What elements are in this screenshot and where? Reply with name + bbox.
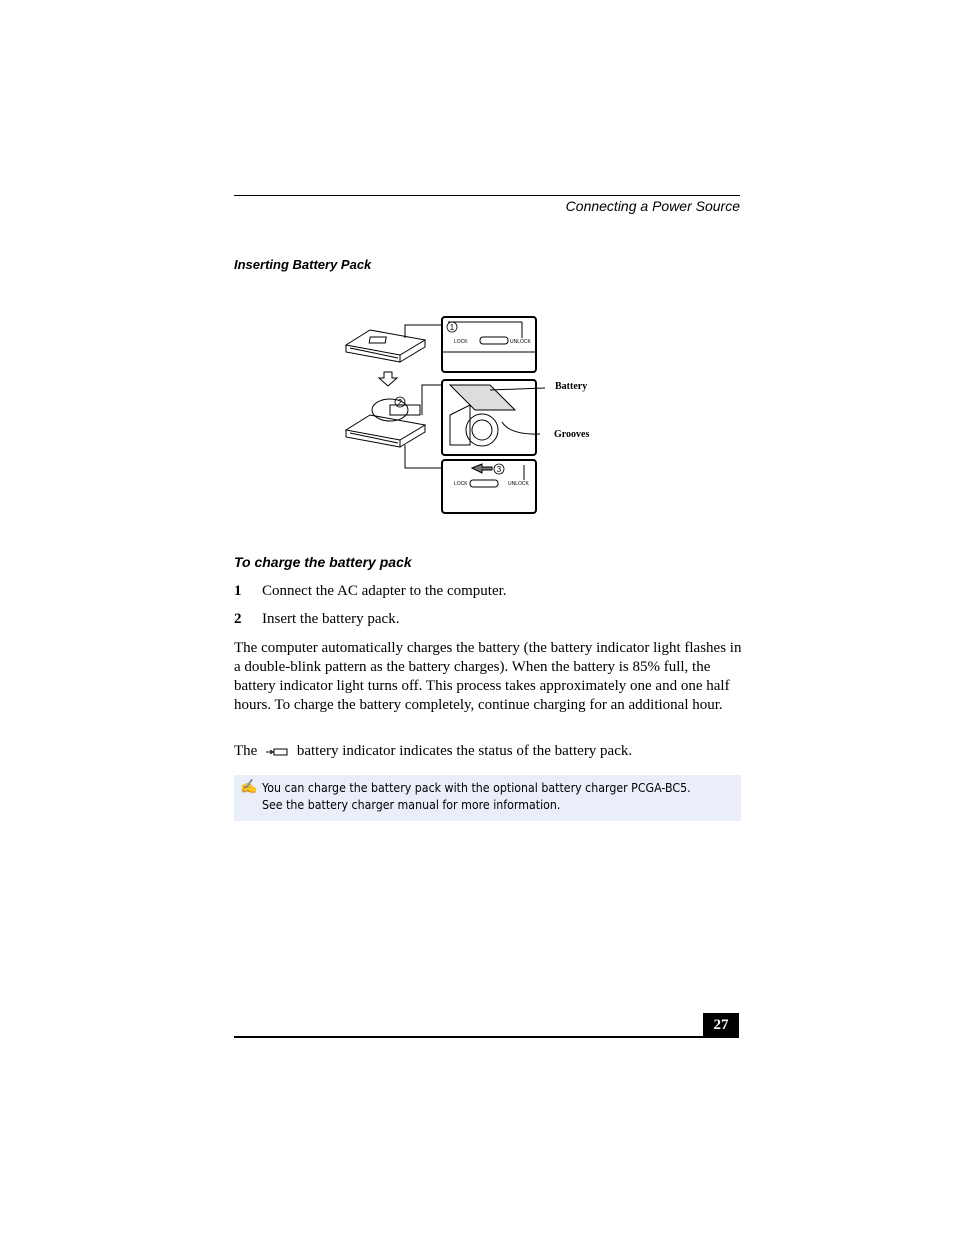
battery-diagram: [330, 310, 620, 520]
step-marker-1: 1: [449, 323, 455, 332]
procedure-title: To charge the battery pack: [234, 554, 412, 570]
unlock-label-3: UNLOCK: [508, 481, 529, 487]
step-text: Connect the AC adapter to the computer.: [262, 583, 507, 599]
pencil-note-icon: ✍: [240, 780, 258, 795]
step-marker-2: 2: [397, 398, 403, 407]
lock-label-3: LOCK: [454, 481, 468, 487]
header-rule: [234, 195, 740, 196]
step-number: 1: [234, 583, 242, 599]
paragraph-rest: battery indicator indicates the status of the battery pack.: [296, 743, 633, 759]
step-item: [234, 583, 507, 600]
note-box: [234, 775, 741, 821]
body-paragraph: The computer automatically charges the battery (the battery indicator light flashes in a double-blink pattern as the battery charges). When the battery is 85% full, the battery indicator light turns off. This process takes approximately one and one half hours. To charge the battery completely, continue charging for an additional hour.: [234, 640, 742, 713]
battery-indicator-paragraph: [234, 742, 744, 761]
step-item: [234, 611, 399, 628]
battery-label: Battery: [555, 381, 588, 392]
battery-insertion-figure: [330, 310, 620, 520]
running-header: Connecting a Power Source: [565, 198, 740, 214]
battery-indicator-icon: [265, 747, 289, 757]
unlock-label-1: UNLOCK: [510, 339, 531, 345]
lock-label-1: LOCK: [454, 339, 468, 345]
step-marker-3: 3: [496, 465, 502, 474]
step-text: Insert the battery pack.: [262, 611, 400, 627]
grooves-label: Grooves: [554, 429, 590, 440]
page-number: 27: [703, 1013, 739, 1037]
footer-rule: [234, 1036, 739, 1038]
paragraph-lead: The: [234, 743, 258, 759]
step-number: 2: [234, 611, 242, 627]
section-title: Inserting Battery Pack: [234, 257, 372, 272]
note-text: You can charge the battery pack with the optional battery charger PCGA-BC5. See the battery charger manual for more information.: [262, 781, 691, 812]
